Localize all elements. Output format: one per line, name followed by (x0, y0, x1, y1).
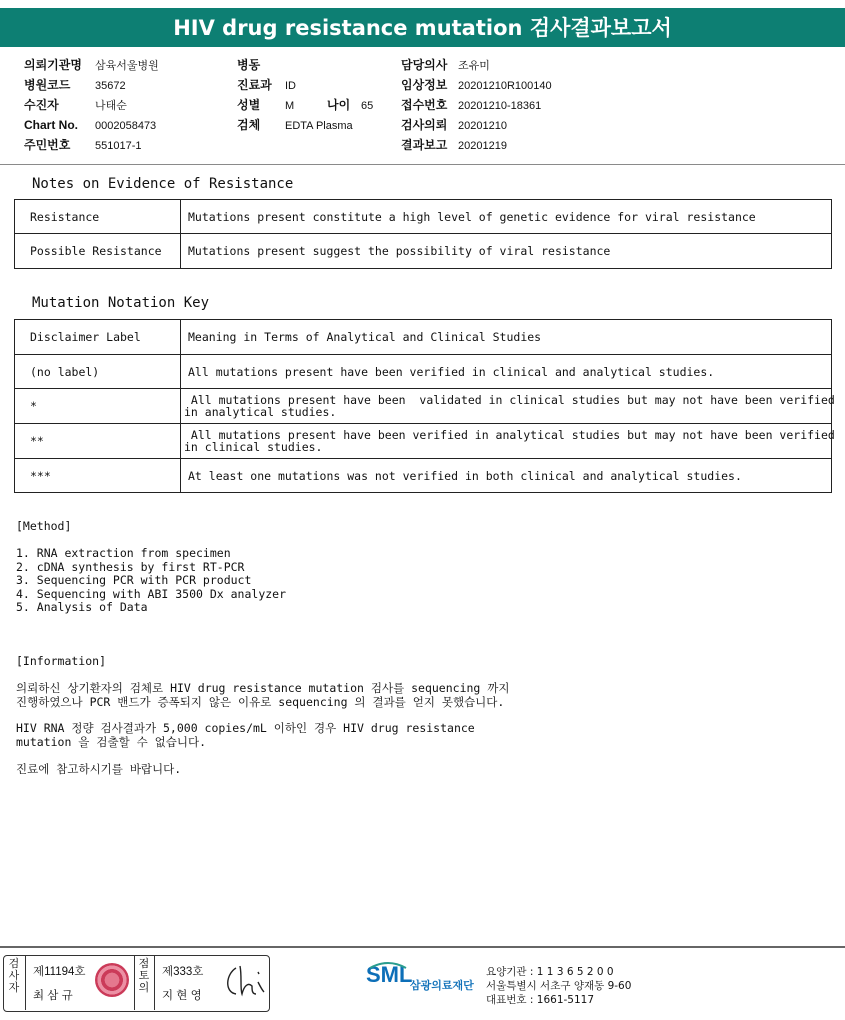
information-paragraph-2: HIV RNA 정량 검사결과가 5,000 copies/mL 이하인 경우 HIV drug resistance mutation 을 검출할 수 없습니다. (16, 721, 475, 749)
header-value: 20201219 (458, 140, 507, 152)
header-label: 담당의사 (401, 58, 448, 72)
header-col-1 (24, 56, 159, 156)
header-label: 성별 (237, 98, 261, 112)
evidence-text: Mutations present suggest the possibility of viral resistance (181, 234, 832, 269)
header-value: 20201210 (458, 120, 507, 132)
notation-title: Mutation Notation Key (32, 295, 210, 311)
sml-logo: SML (366, 962, 413, 987)
notation-label: *** (15, 459, 181, 493)
header-value: 삼육서울병원 (95, 60, 159, 72)
notation-text: Meaning in Terms of Analytical and Clinical Studies (181, 320, 832, 355)
table-row (15, 389, 832, 424)
divider (154, 956, 155, 1010)
org-info (486, 965, 631, 1007)
inspector-number: 제11194호 (33, 966, 86, 978)
care-number: 요양기관 : 1 1 3 6 5 2 0 0 (486, 966, 614, 978)
method-heading: [Method] (16, 519, 72, 533)
table-row (15, 355, 832, 389)
header-value: 35672 (95, 80, 126, 92)
table-row (15, 320, 832, 355)
header-label: 주민번호 (24, 138, 71, 152)
logo-arc-icon (368, 961, 408, 969)
age-label: 나이 (327, 98, 351, 112)
notation-text: All mutations present have been validated in clinical studies but may not have been verified in analytical studies. (181, 389, 832, 424)
table-row (15, 200, 832, 234)
information-heading: [Information] (16, 654, 107, 668)
header-label: 검체 (237, 118, 261, 132)
header-label: 진료과 (237, 78, 272, 92)
header-label: Chart No. (24, 118, 78, 132)
table-row (15, 424, 832, 459)
inspector-name: 최 삼 규 (33, 990, 73, 1002)
header-label: 검사의뢰 (401, 118, 448, 132)
seal-stamp (95, 963, 129, 997)
evidence-label: Resistance (15, 200, 181, 234)
evidence-text: Mutations present constitute a high level of genetic evidence for viral resistance (181, 200, 832, 234)
method-steps: 1. RNA extraction from specimen 2. cDNA synthesis by first RT-PCR 3. Sequencing PCR with PCR product 4. Sequencing with ABI 3500 Dx analyzer 5. Analysis of Data (16, 546, 287, 614)
reviewer-number: 제333호 (162, 966, 204, 978)
header-label: 병원코드 (24, 78, 71, 92)
organization-name: 삼광의료재단 (410, 979, 474, 992)
header-label: 의뢰기관명 (24, 58, 82, 72)
divider (134, 956, 135, 1010)
reviewer-label: 점 토 의 (138, 957, 150, 994)
header-value: 나태순 (95, 100, 127, 112)
divider (25, 956, 26, 1010)
header-value: 0002058473 (95, 120, 157, 132)
header-col-2 (237, 56, 373, 136)
footer-divider (0, 946, 845, 948)
header-value: EDTA Plasma (285, 120, 353, 132)
notation-label: Disclaimer Label (15, 320, 181, 355)
inspector-label: 검 사 자 (8, 957, 20, 994)
evidence-label: Possible Resistance (15, 234, 181, 269)
header-label: 접수번호 (401, 98, 448, 112)
age-value: 65 (361, 100, 374, 112)
header-label: 임상정보 (401, 78, 448, 92)
header-col-3 (401, 56, 552, 156)
table-row (15, 459, 832, 493)
notation-text: All mutations present have been verified in analytical studies but may not have been verified in clinical studies. (181, 424, 832, 459)
report-title: HIV drug resistance mutation 검사결과보고서 (0, 8, 845, 47)
information-paragraph-3: 진료에 참고하시기를 바랍니다. (16, 762, 182, 776)
header-label: 병동 (237, 58, 261, 72)
notation-text: At least one mutations was not verified in both clinical and analytical studies. (181, 459, 832, 493)
notation-text: All mutations present have been verified in clinical and analytical studies. (181, 355, 832, 389)
evidence-table (14, 199, 832, 269)
notation-label: (no label) (15, 355, 181, 389)
header-value: 551017-1 (95, 140, 142, 152)
information-paragraph-1: 의뢰하신 상기환자의 검체로 HIV drug resistance mutation 검사를 sequencing 까지 진행하였으나 PCR 밴드가 증폭되지 않은 이유로 sequencing 의 결과를 얻지 못했습니다. (16, 681, 510, 709)
notation-label: * (15, 389, 181, 424)
table-row (15, 234, 832, 269)
notation-table (14, 319, 835, 493)
header-divider (0, 164, 845, 165)
header-value: ID (285, 80, 296, 92)
header-label: 결과보고 (401, 138, 448, 152)
evidence-title: Notes on Evidence of Resistance (32, 176, 294, 192)
signature-icon (222, 960, 266, 1000)
header-value: M (285, 100, 295, 112)
header-value: 20201210-18361 (458, 100, 542, 112)
notation-label: ** (15, 424, 181, 459)
header-label: 수진자 (24, 98, 59, 112)
phone-number: 대표번호 : 1661-5117 (486, 994, 595, 1006)
header-value: 20201210R100140 (458, 80, 552, 92)
address: 서울특별시 서초구 양재동 9-60 (486, 980, 632, 992)
reviewer-name: 지 현 영 (162, 990, 202, 1002)
header-value: 조유미 (458, 60, 490, 72)
